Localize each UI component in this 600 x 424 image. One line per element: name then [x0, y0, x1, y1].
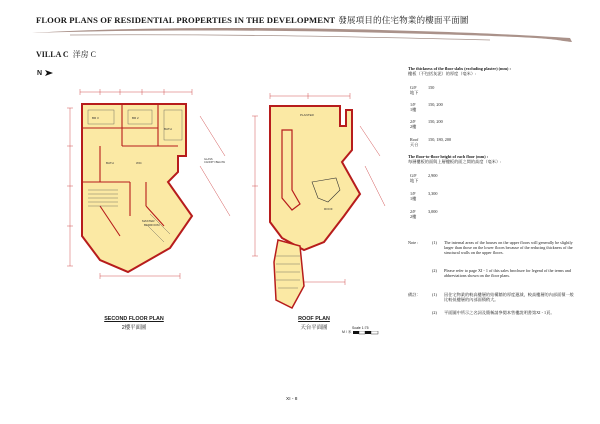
roof-caption: [284, 316, 344, 331]
svg-text:CANOPY BELOW: CANOPY BELOW: [204, 161, 225, 164]
slab-row-value: 150, 200: [428, 119, 443, 124]
slab-row-floor-en: Roof: [410, 137, 419, 142]
slab-row-value: 150: [428, 85, 435, 90]
height-row-value: 3,000: [428, 209, 438, 214]
height-row-floor-zh: 1樓: [410, 195, 417, 201]
scale-bar-icon: [353, 331, 379, 335]
villa-heading-en: VILLA C: [36, 50, 69, 59]
svg-text:WIC: WIC: [136, 161, 142, 165]
slab-row-value: 150, 180, 200: [428, 137, 452, 142]
height-row-floor-en: 1/F: [410, 191, 416, 196]
second-floor-caption: [94, 316, 174, 331]
north-arrow-icon: [44, 69, 54, 77]
note-item-num: (2): [432, 268, 437, 273]
page-number: XI - 8: [286, 397, 298, 402]
slab-row-floor-en: 1/F: [410, 102, 416, 107]
slab-row-floor-zh: 2樓: [410, 123, 417, 129]
slab-thickness-heading-en: The thickness of the floor slabs (excluding plaster) (mm) :: [408, 66, 511, 71]
note-item-num: (1): [432, 292, 437, 297]
svg-text:GLASS: GLASS: [204, 158, 213, 161]
height-row-floor-en: 2/F: [410, 209, 416, 214]
note-item-text: 平面圖中所示之名詞及簡稱請參閱本售樓說明書第XI - 1頁。: [444, 310, 555, 315]
floor-height-heading: [408, 154, 588, 165]
page-title-zh: 發展項目的住宅物業的樓面平面圖: [338, 15, 469, 25]
slab-row-value: 150, 200: [428, 102, 443, 107]
floor-height-heading-zh: 每層樓板的面與上層樓板的面之間的高度（毫米）:: [408, 159, 502, 165]
height-row: [410, 210, 437, 220]
height-row-value: 3,300: [428, 191, 438, 196]
page-title-en: FLOOR PLANS OF RESIDENTIAL PROPERTIES IN THE DEVELOPMENT: [36, 15, 336, 25]
svg-text:BR 3: BR 3: [92, 116, 99, 120]
height-row: [410, 192, 437, 202]
svg-text:BATH: BATH: [106, 161, 114, 165]
north-arrow: [37, 69, 54, 77]
slab-thickness-heading-zh: 樓板（不包括灰泥）的厚度（毫米）:: [408, 71, 477, 77]
height-row: [410, 174, 437, 184]
roof-caption-en: ROOF PLAN: [298, 316, 330, 322]
scale-bar-label: Scale 1:75: [352, 326, 369, 330]
svg-text:BATH: BATH: [164, 127, 172, 131]
notes-label-en: Note :: [408, 240, 419, 245]
slab-row: [410, 86, 434, 96]
notes-label-zh: 備註：: [408, 292, 421, 297]
height-row-value: 2,900: [428, 173, 438, 178]
svg-text:BR 2: BR 2: [132, 116, 139, 120]
note-item-text: Please refer to page XI - 1 of this sales brochure for legend of the terms and abbreviations shown on the floor plans.: [444, 268, 571, 279]
height-row-floor-en: G/F: [410, 173, 417, 178]
slab-row: [410, 138, 451, 148]
slab-row-floor-zh: 天台: [410, 141, 419, 147]
roof-label-roof: ROOF: [324, 207, 333, 211]
slab-row: [410, 103, 443, 113]
slab-thickness-heading: [408, 66, 588, 77]
villa-heading: [36, 49, 96, 60]
scale-bar-unit: M / 米: [342, 330, 352, 334]
height-row-floor-zh: 地下: [410, 177, 419, 183]
note-item-num: (2): [432, 310, 437, 315]
brush-stroke-divider: [30, 24, 575, 44]
note-item-num: (1): [432, 240, 437, 245]
second-floor-caption-en: SECOND FLOOR PLAN: [104, 316, 164, 322]
note-item-text: The internal areas of the houses on the upper floors will generally be slightly larger than those on the lower floors because of the reducing thickness of the structural walls on the upper floors.: [444, 240, 573, 256]
height-row-floor-zh: 2樓: [410, 213, 417, 219]
svg-text:BEDROOM: BEDROOM: [144, 223, 160, 227]
scale-bar: [342, 326, 379, 335]
north-label: N: [37, 69, 43, 77]
note-item-text: 因住宅物業的較高樓層的結構牆的厚度遞減，較高樓層的內部面積一般比較低樓層的內部面積稍大。: [444, 292, 574, 303]
roof-caption-zh: 天台平面圖: [300, 325, 328, 331]
slab-row-floor-en: G/F: [410, 85, 417, 90]
villa-heading-zh: 洋房 C: [72, 50, 97, 59]
roof-label-planter: PLANTER: [300, 113, 314, 117]
slab-row: [410, 120, 443, 130]
second-floor-caption-zh: 2樓平面圖: [121, 325, 147, 331]
slab-row-floor-en: 2/F: [410, 119, 416, 124]
svg-text:MASTER: MASTER: [142, 219, 155, 223]
second-floor-plan: [67, 89, 230, 279]
slab-row-floor-zh: 1樓: [410, 106, 417, 112]
roof-plan: [252, 93, 385, 308]
slab-row-floor-zh: 地下: [410, 89, 419, 95]
floor-height-heading-en: The floor-to-floor height of each floor (mm) :: [408, 154, 489, 159]
floor-plans-drawing: [60, 86, 400, 318]
